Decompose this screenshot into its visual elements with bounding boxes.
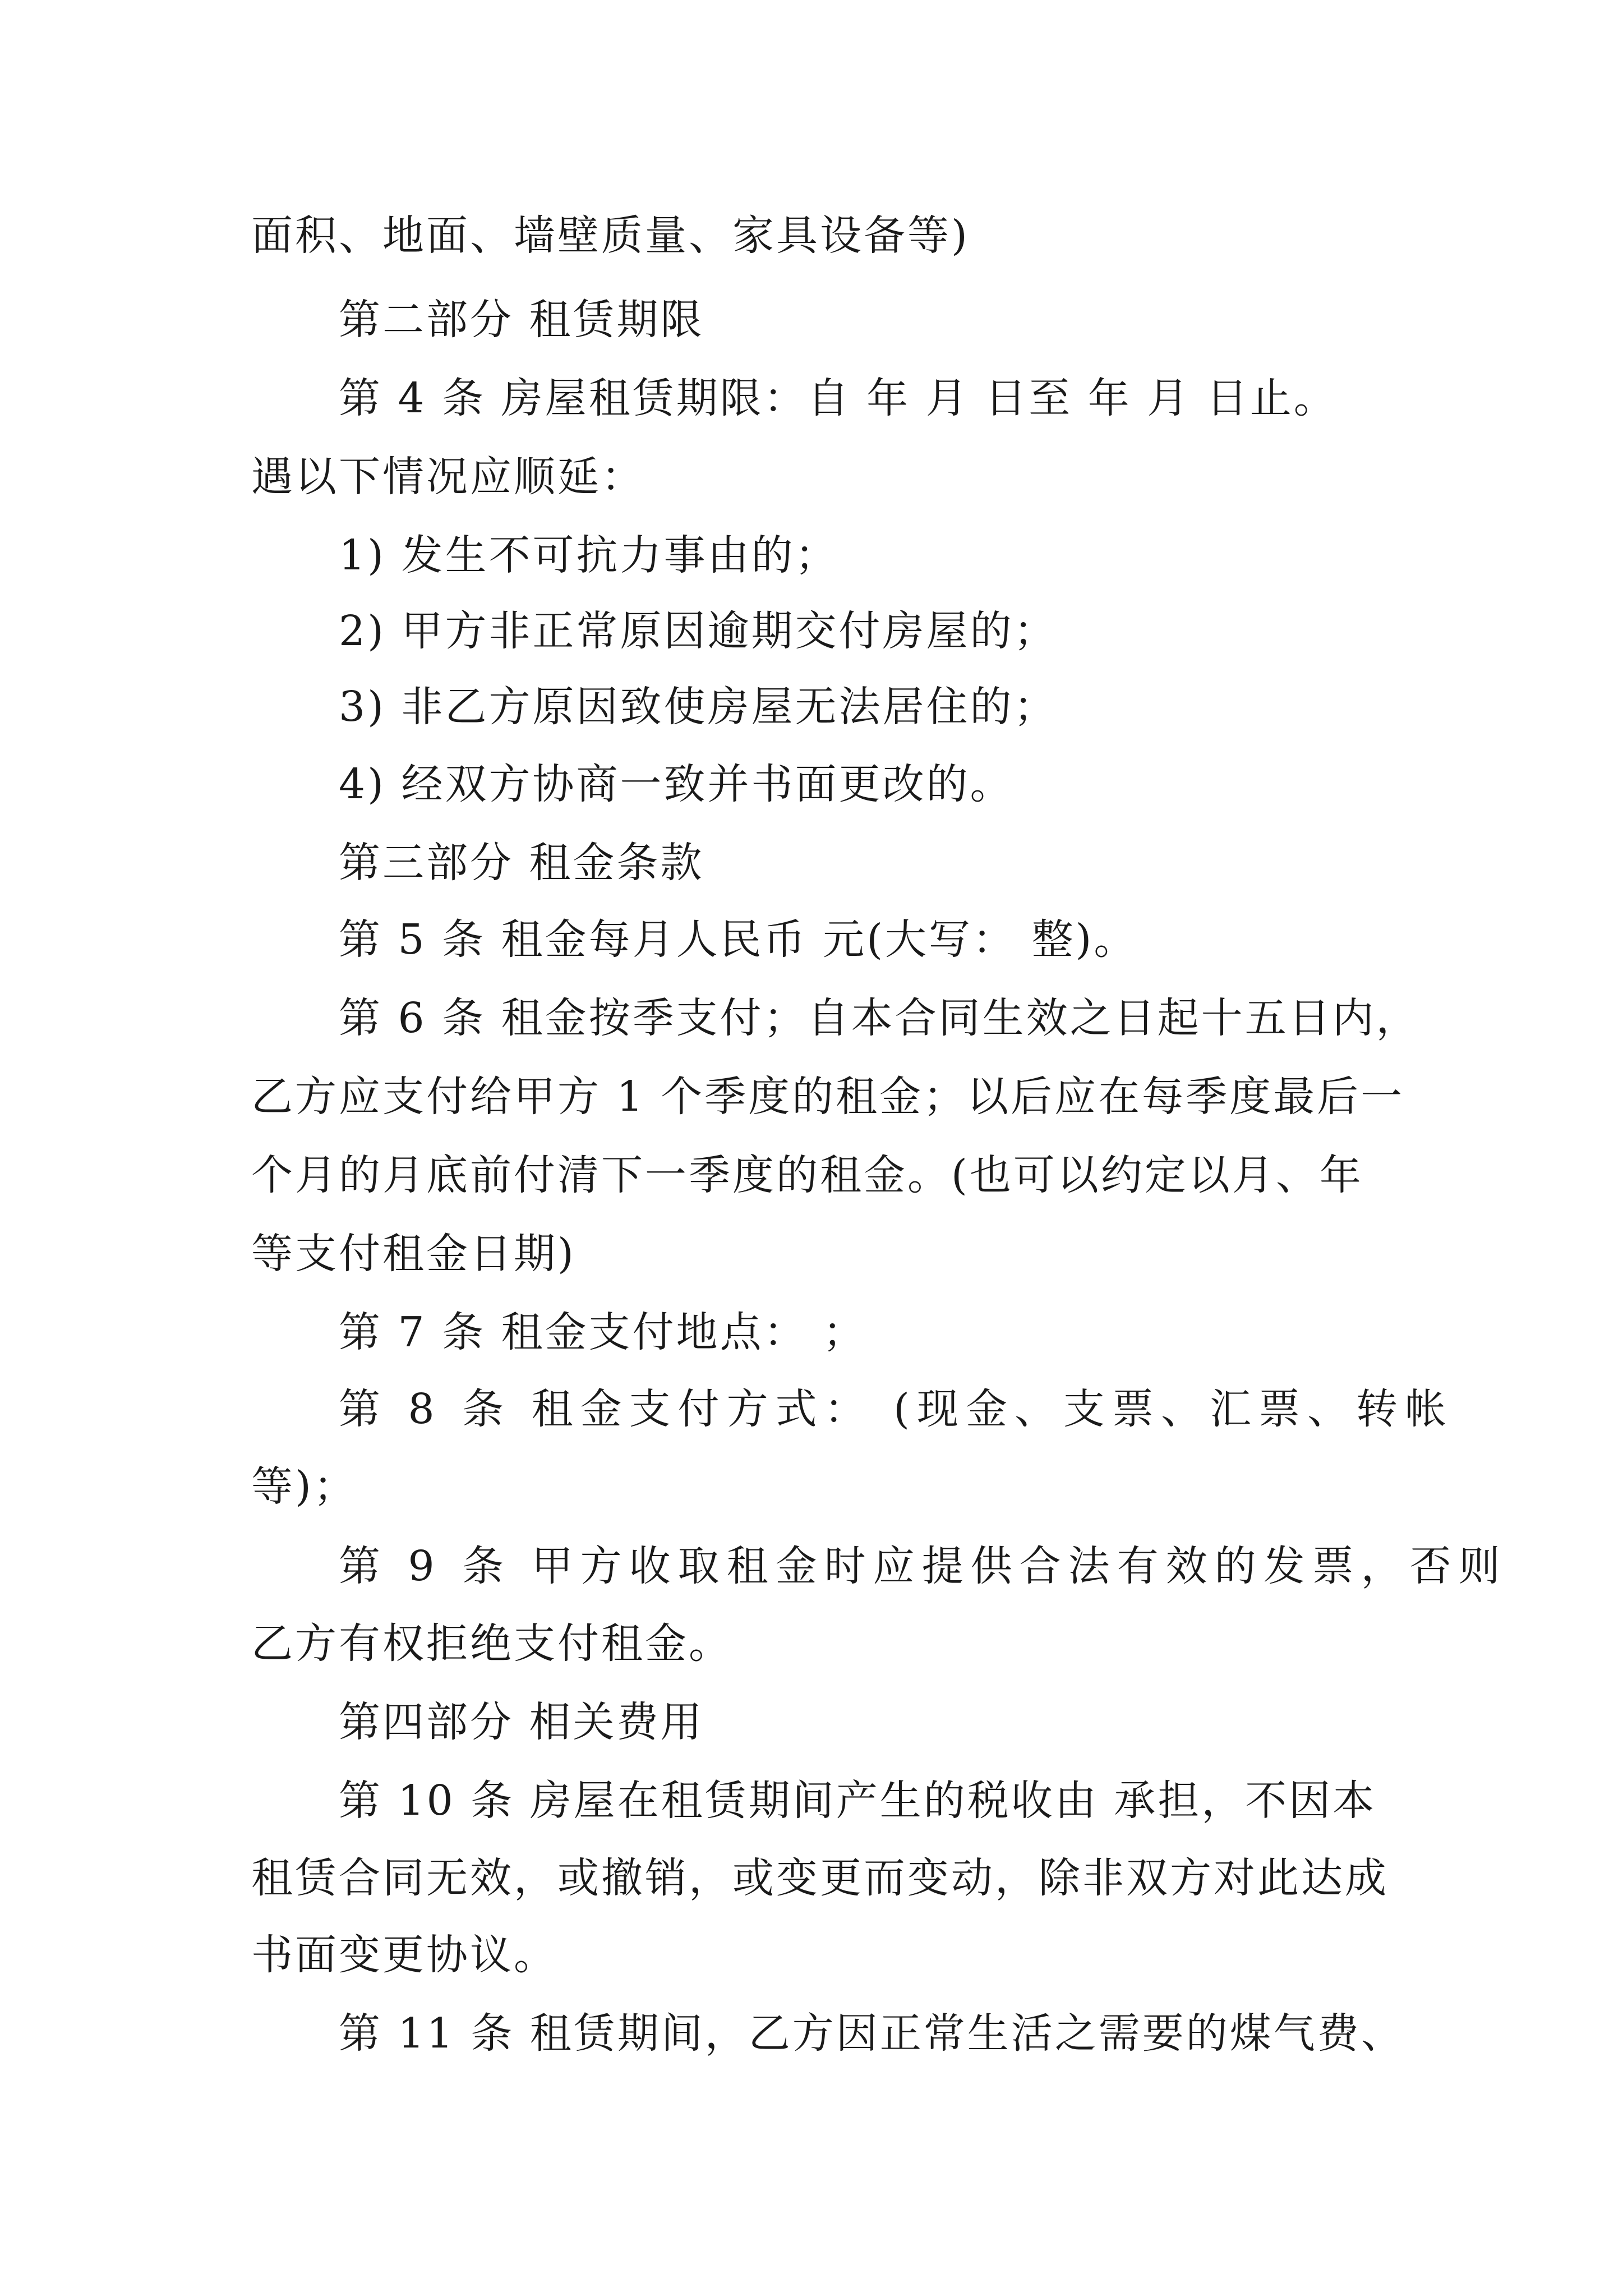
text-line: 面积、地面、墙壁质量、家具设备等) xyxy=(251,211,970,260)
text-line: 遇以下情况应顺延： xyxy=(251,453,645,501)
text-line: 个月的月底前付清下一季度的租金。(也可以约定以月、年 xyxy=(251,1151,1363,1199)
clause-text: 第 6 条 租金按季支付；自本合同生效之日起十五日内， xyxy=(339,994,1420,1042)
text-line: 等)； xyxy=(251,1462,357,1511)
list-item: 4) 经双方协商一致并书面更改的。 xyxy=(339,760,1014,808)
text-line: 乙方应支付给甲方 1 个季度的租金；以后应在每季度最后一 xyxy=(251,1073,1405,1121)
section-heading: 第三部分 租金条款 xyxy=(339,839,704,887)
text-line: 等支付租金日期) xyxy=(251,1230,576,1278)
clause-text: 第 4 条 房屋租赁期限：自 年 月 日至 年 月 日止。 xyxy=(339,374,1338,422)
clause-text: 第 7 条 租金支付地点： ； xyxy=(339,1308,867,1356)
text-line: 乙方有权拒绝支付租金。 xyxy=(251,1619,732,1668)
section-heading: 第二部分 租赁期限 xyxy=(339,296,704,344)
clause-text: 第 5 条 租金每月人民币 元(大写： 整)。 xyxy=(339,915,1138,964)
clause-text: 第 9 条 甲方收取租金时应提供合法有效的发票，否则 xyxy=(339,1542,1507,1590)
clause-text: 第 11 条 租赁期间，乙方因正常生活之需要的煤气费、 xyxy=(339,2009,1405,2058)
text-line: 书面变更协议。 xyxy=(251,1931,557,1979)
list-item: 1) 发生不可抗力事由的； xyxy=(339,531,839,579)
section-heading: 第四部分 相关费用 xyxy=(339,1698,704,1746)
text-line: 租赁合同无效，或撤销，或变更而变动，除非双方对此达成 xyxy=(251,1854,1389,1902)
list-item: 3) 非乙方原因致使房屋无法居住的； xyxy=(339,683,1058,731)
list-item: 2) 甲方非正常原因逾期交付房屋的； xyxy=(339,607,1058,655)
clause-text: 第 8 条 租金支付方式： (现金、支票、汇票、转帐 xyxy=(339,1385,1454,1433)
clause-text: 第 10 条 房屋在租赁期间产生的税收由 承担，不因本 xyxy=(339,1777,1377,1825)
